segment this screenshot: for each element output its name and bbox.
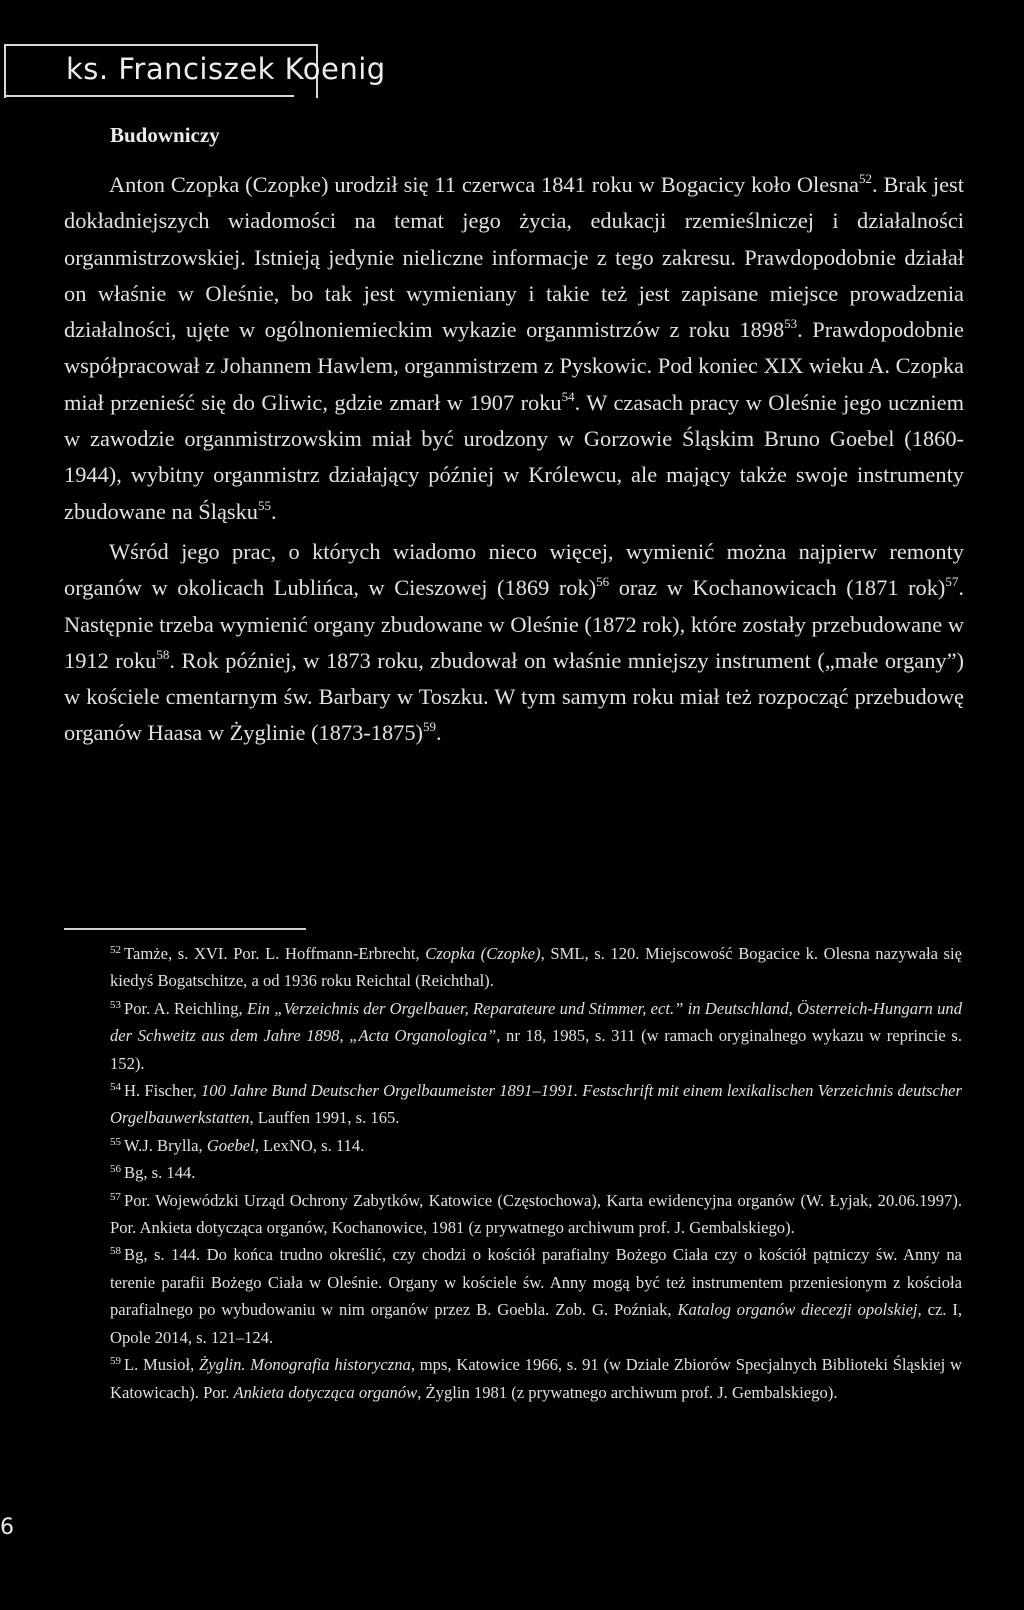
text-run: . xyxy=(436,720,442,746)
paragraph-1 xyxy=(64,167,964,530)
text-run: . Prawdopodobnie współpracował z Johannem Hawlem, organmistrzem z Pyskowic. Pod koniec XIX wieku A. Czopka miał przenieść się do Gliwic, gdzie zmarł w 1907 roku xyxy=(64,317,964,415)
footnote-italic: Katalog organów diecezji opolskiej xyxy=(677,1300,918,1320)
paragraph-2 xyxy=(64,534,964,752)
footnote-text: Bg, s. 144. Do końca trudno określić, czy chodzi o kościół parafialny Bożego Ciała czy o kościół pątniczy św. Anny na terenie parafii Bożego Ciała w Oleśnie. Organy w kościele św. Anny mogą być też instrumentem przeniesionym z kościoła parafialnego po wybudowaniu w nim organów przez B. Goebla. Zob. G. Poźniak, xyxy=(110,1245,962,1320)
footnotes xyxy=(110,940,962,1406)
footnote-54 xyxy=(110,1077,962,1132)
footnote-text: Por. A. Reichling, xyxy=(124,998,247,1018)
footnote-italic: Goebel xyxy=(206,1135,255,1155)
text-run: . W czasach pracy w Oleśnie jego uczniem w zawodzie organmistrzowskim miał być urodzony w Gorzowie Śląskim Bruno Goebel (1860-1944), wybitny organmistrz działający później w Królewcu, ale mający także swoje instrumenty zbudowane na Śląsku xyxy=(64,389,964,524)
footnote-text: , nr 18, 1985, s. 311 (w ramach oryginalnego wykazu w reprincie s. 152). xyxy=(110,1026,962,1073)
footnote-text: , LexNO, s. 114. xyxy=(254,1135,365,1155)
footnote-55 xyxy=(110,1132,962,1159)
footnote-ref-52: 52 xyxy=(859,171,872,186)
footnote-57 xyxy=(110,1187,962,1242)
footnote-number: 55 xyxy=(110,1135,121,1148)
footnote-ref-56: 56 xyxy=(596,574,610,590)
footnote-italic: Ein „Verzeichnis der Orgelbauer, Reparateure und Stimmer, ect.” in Deutschland, Österreich-Hungarn und der Schweitz aus dem Jahre 1898, „Acta Organologica” xyxy=(110,998,962,1046)
footnote-number: 52 xyxy=(110,944,121,956)
footnote-ref-55: 55 xyxy=(258,497,272,513)
text-run: Wśród jego prac, o których wiadomo nieco więcej, wymienić można najpierw remonty organów w okolicach Lublińca, w Cieszowej (1869 rok) xyxy=(64,538,964,601)
footnote-ref-54: 54 xyxy=(561,388,575,404)
footnote-ref-58: 58 xyxy=(156,646,170,662)
main-body xyxy=(64,167,964,752)
footnote-text: , Żyglin 1981 (z prywatnego archiwum prof. J. Gembalskiego). xyxy=(417,1382,838,1402)
footnote-text: H. Fischer, xyxy=(124,1081,201,1101)
footnote-text: , cz. I, Opole 2014, s. 121–124. xyxy=(110,1300,963,1347)
text-run: Anton Czopka (Czopke) urodził się 11 czerwca 1841 roku w Bogacicy koło Olesna xyxy=(109,172,859,197)
footnote-53 xyxy=(110,995,962,1077)
footnote-59 xyxy=(110,1351,962,1406)
footnote-text: , Lauffen 1991, s. 165. xyxy=(249,1108,400,1128)
footnote-italic: Ankieta dotycząca organów xyxy=(233,1382,418,1402)
footnote-italic: 100 Jahre Bund Deutscher Orgelbaumeister 1891–1991. Festschrift mit einem lexikalischen Verzeichnis deutscher Orgelbauwerkstatten xyxy=(110,1081,962,1128)
footnote-number: 54 xyxy=(110,1081,121,1094)
footnote-italic: Żyglin. Monografia historyczna xyxy=(198,1355,411,1375)
footnote-text: Por. Wojewódzki Urząd Ochrony Zabytków, Katowice (Częstochowa), Karta ewidencyjna organów (W. Łyjak, 20.06.1997). Por. Ankieta dotycząca organów, Kochanowice, 1981 (z prywatnego archiwum prof. J. Gembalskiego). xyxy=(110,1190,962,1238)
footnote-number: 59 xyxy=(110,1355,121,1368)
footnote-ref-53: 53 xyxy=(784,316,798,332)
footnote-52 xyxy=(110,940,962,995)
footnote-ref-59: 59 xyxy=(423,719,436,735)
footnote-italic: Czopka (Czopke) xyxy=(425,944,541,963)
text-run: . Rok później, w 1873 roku, zbudował on właśnie mniejszy instrument („małe organy”) w kościele cmentarnym św. Barbary w Toszku. W tym samym roku miał też rozpocząć przebudowę organów Haasa w Żyglinie (1873-1875) xyxy=(64,647,964,746)
footnote-text: Tamże, s. XVI. Por. L. Hoffmann-Erbrecht, xyxy=(124,944,426,963)
footnote-number: 56 xyxy=(110,1163,121,1176)
footnote-text: L. Musioł, xyxy=(124,1355,199,1375)
footnote-text: , SML, s. 120. Miejscowość Bogacice k. Olesna nazywała się kiedyś Bogatschitze, a od 1936 roku Reichtal (Reichthal). xyxy=(110,944,962,991)
footnote-number: 53 xyxy=(110,998,121,1011)
footnote-56 xyxy=(110,1159,962,1186)
page-number: 6 xyxy=(0,1515,14,1540)
footnote-text: , mps, Katowice 1966, s. 91 (w Dziale Zbiorów Specjalnych Biblioteki Śląskiej w Katowicach). Por. xyxy=(110,1355,962,1402)
section-title: Budowniczy xyxy=(110,123,220,147)
footnote-text: W.J. Brylla, xyxy=(124,1135,207,1155)
chapter-title: ks. Franciszek Koenig xyxy=(66,52,386,86)
footnote-separator xyxy=(64,928,306,930)
footnote-number: 58 xyxy=(110,1245,121,1258)
footnote-number: 57 xyxy=(110,1190,121,1203)
footnote-ref-57: 57 xyxy=(945,574,959,590)
text-run: . Następnie trzeba wymienić organy zbudowane w Oleśnie (1872 rok), które zostały przebudowane w 1912 roku xyxy=(64,575,964,673)
text-run: oraz w Kochanowicach (1871 rok) xyxy=(609,575,946,601)
footnote-58 xyxy=(110,1241,962,1351)
footnote-text: Bg, s. 144. xyxy=(124,1163,196,1183)
text-run: . xyxy=(271,498,277,524)
text-run: . Brak jest dokładniejszych wiadomości na temat jego życia, edukacji rzemieślniczej i działalności organmistrzowskiej. Istnieją jedynie nieliczne informacje z tego zakresu. Prawdopodobnie działał on właśnie w Oleśnie, bo tak jest wymieniany i takie też jest zapisane miejsce prowadzenia działalności, ujęte w ogólnoniemieckim wykazie organmistrzów z roku 1898 xyxy=(64,172,964,343)
chapter-header-underline xyxy=(4,95,294,97)
